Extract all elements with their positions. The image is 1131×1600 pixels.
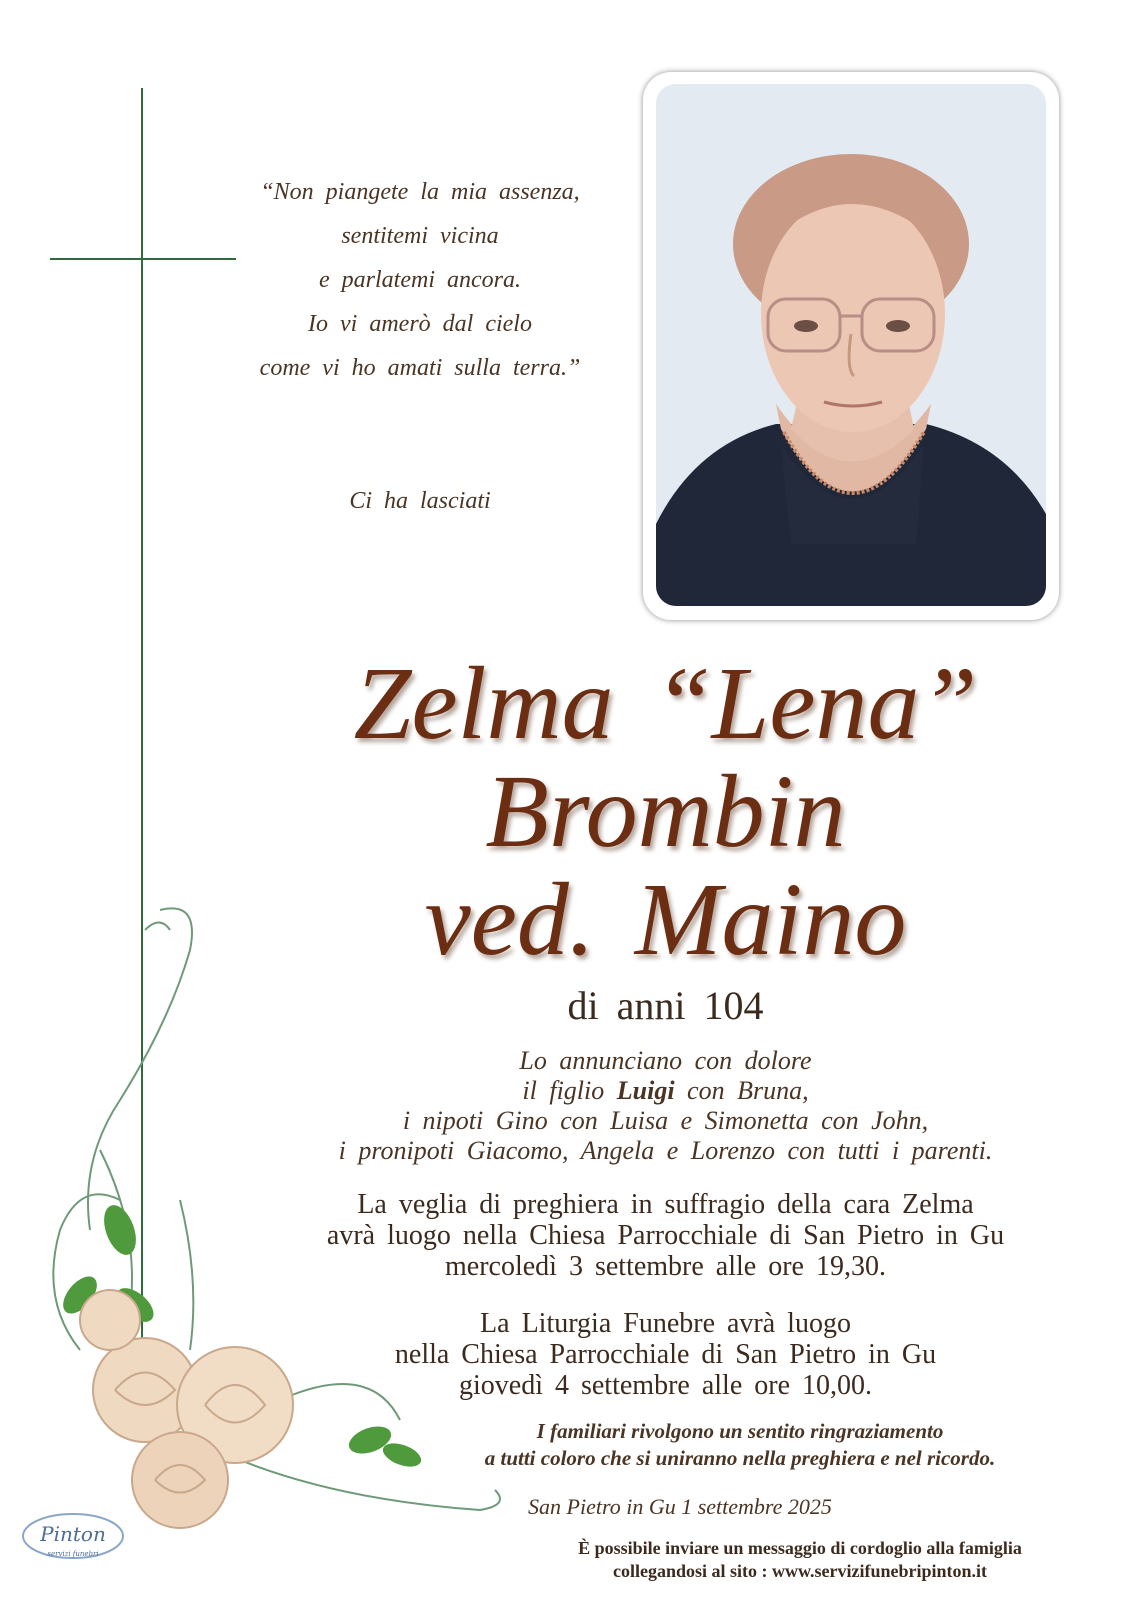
intro-phrase: Ci ha lasciati bbox=[349, 488, 491, 514]
poem-line: “Non piangete la mia assenza, bbox=[260, 179, 580, 205]
deceased-surname: Brombin bbox=[485, 754, 846, 869]
roses-decoration-icon bbox=[40, 900, 530, 1560]
portrait-photo bbox=[656, 84, 1046, 606]
vigil-line: avrà luogo nella Chiesa Parrocchiale di San Pietro in Gu bbox=[326, 1220, 1005, 1251]
son-name: Luigi bbox=[616, 1076, 675, 1105]
funeral-line: giovedì 4 settembre alle ore 10,00. bbox=[459, 1370, 872, 1401]
announcement-text: il figlio bbox=[522, 1076, 617, 1105]
announcement-line: Lo annunciano con dolore bbox=[519, 1046, 812, 1075]
thanks-line: a tutti coloro che si uniranno nella preghiera e nel ricordo. bbox=[484, 1446, 996, 1470]
announcement-line: i nipoti Gino con Luisa e Simonetta con John, bbox=[402, 1106, 929, 1135]
deceased-married-name: ved. Maino bbox=[424, 862, 907, 977]
age: di anni 104 bbox=[567, 983, 764, 1028]
vigil-line: La veglia di preghiera in suffragio della cara Zelma bbox=[357, 1189, 974, 1220]
poem-line: sentitemi vicina bbox=[341, 223, 499, 249]
announcement-text: con Bruna, bbox=[674, 1076, 809, 1105]
poem-line: come vi ho amati sulla terra.” bbox=[259, 355, 581, 381]
footer-line: collegandosi al sito : www.servizifunebripinton.it bbox=[612, 1561, 987, 1581]
funeral-line: La Liturgia Funebre avrà luogo bbox=[480, 1308, 851, 1339]
logo-name: Pinton bbox=[40, 1522, 106, 1546]
vigil-line: mercoledì 3 settembre alle ore 19,30. bbox=[445, 1251, 886, 1282]
poem-line: Io vi amerò dal cielo bbox=[308, 311, 532, 337]
announcement-line: i pronipoti Giacomo, Angela e Lorenzo con tutti i parenti. bbox=[338, 1136, 993, 1165]
funeral-line: nella Chiesa Parrocchiale di San Pietro in Gu bbox=[394, 1339, 937, 1370]
pinton-logo bbox=[20, 1508, 126, 1566]
deceased-name-line1: Zelma “Lena” bbox=[353, 646, 978, 761]
poem-line: e parlatemi ancora. bbox=[319, 267, 521, 293]
logo-tagline: servizi funebri bbox=[47, 1550, 99, 1558]
poem bbox=[180, 170, 660, 390]
place-date: San Pietro in Gu 1 settembre 2025 bbox=[528, 1494, 832, 1519]
thanks-line: I familiari rivolgono un sentito ringraziamento bbox=[536, 1419, 944, 1443]
footer-line: È possibile inviare un messaggio di cordoglio alla famiglia bbox=[578, 1538, 1022, 1558]
footer-note bbox=[480, 1537, 1120, 1583]
